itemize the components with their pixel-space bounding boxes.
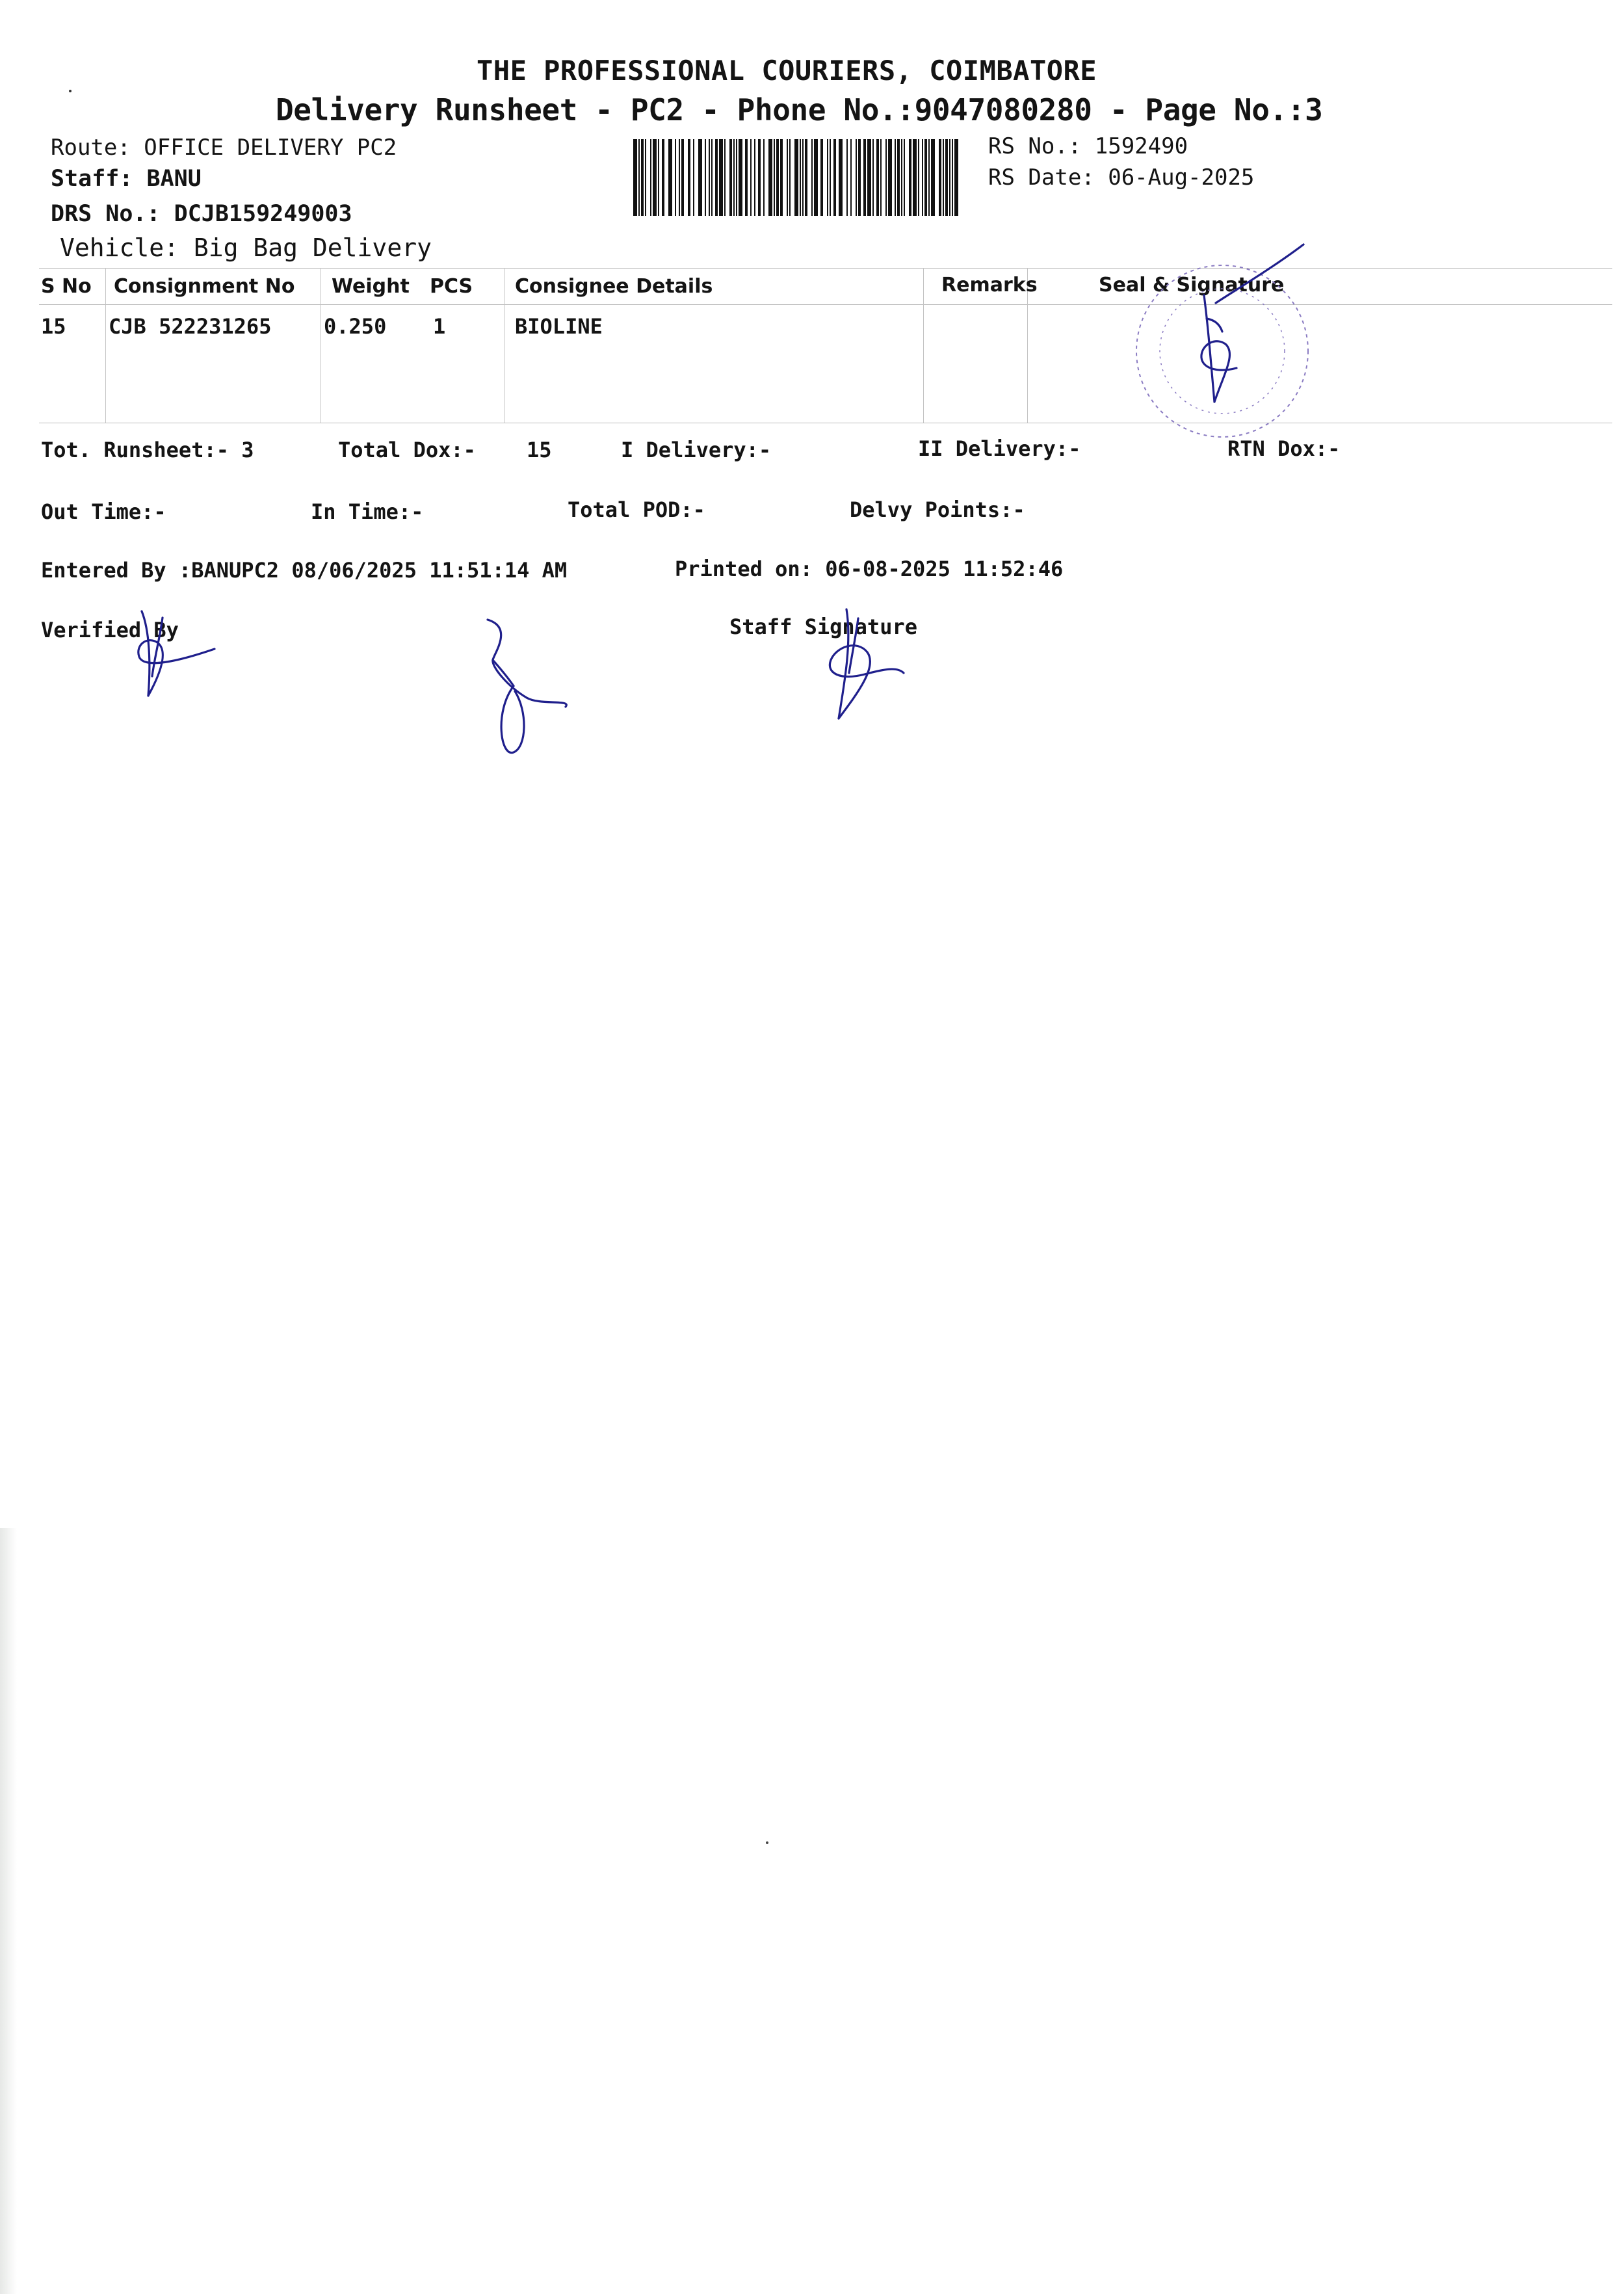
barcode-bar (802, 139, 804, 216)
barcode-bar (880, 139, 882, 216)
barcode-bar (645, 139, 646, 216)
barcode-bar (679, 139, 680, 216)
barcode-bar (943, 139, 944, 216)
barcode-bar (794, 139, 798, 216)
table-top-rule (39, 268, 1612, 269)
scan-edge-shadow (0, 1528, 17, 2294)
rs-number: RS No.: 1592490 (988, 133, 1188, 159)
barcode-bar (789, 139, 791, 216)
table-header-rule (39, 304, 1612, 305)
barcode-bar (897, 139, 900, 216)
barcode-bar (758, 139, 761, 216)
barcode-bar (924, 139, 927, 216)
i-delivery: I Delivery:- (621, 438, 772, 462)
col-divider (923, 268, 924, 423)
cell-weight: 0.250 (324, 314, 387, 339)
cell-consignment-no: CJB 522231265 (109, 314, 272, 339)
verified-by-signature (117, 605, 228, 709)
rs-date: RS Date: 06-Aug-2025 (988, 165, 1255, 191)
barcode-bar (733, 139, 735, 216)
barcode-bar (952, 139, 953, 216)
total-pod: Total POD:- (568, 497, 705, 522)
barcode-bar (872, 139, 874, 216)
barcode-bar (662, 139, 664, 216)
barcode-bar (846, 139, 848, 216)
company-title: THE PROFESSIONAL COURIERS, COIMBATORE (477, 55, 1097, 86)
barcode-bar (918, 139, 919, 216)
barcode-bar (693, 139, 694, 216)
barcode-bar (711, 139, 713, 216)
scan-speck (766, 1841, 768, 1844)
barcode-bar (776, 139, 779, 216)
barcode-bar (876, 139, 879, 216)
barcode-bar (901, 139, 902, 216)
seal-signature (1164, 241, 1320, 416)
barcode-bar (805, 139, 807, 216)
staff-signature-label: Staff Signature (729, 614, 917, 639)
barcode-bar (787, 139, 788, 216)
staff-label: Staff: BANU (51, 166, 202, 192)
barcode-bar (729, 139, 732, 216)
col-header-seal-signature: Seal & Signature (1099, 274, 1285, 297)
barcode-bar (681, 139, 684, 216)
runsheet-title: Delivery Runsheet - PC2 - Phone No.:9047080280 - Page No.:3 (276, 92, 1323, 127)
barcode-bar (928, 139, 930, 216)
barcode-bar (715, 139, 718, 216)
barcode-bar (688, 139, 690, 216)
total-dox-value: 15 (527, 438, 552, 462)
delvy-points: Delvy Points:- (850, 497, 1025, 522)
barcode-bar (827, 139, 828, 216)
barcode-bar (641, 139, 644, 216)
barcode-bar (675, 139, 676, 216)
staff-signature (800, 601, 917, 725)
barcode-bar (633, 139, 637, 216)
printed-on: Printed on: 06-08-2025 11:52:46 (675, 557, 1064, 581)
barcode-bar (668, 139, 672, 216)
barcode-bar (939, 139, 941, 216)
barcode-bar (954, 139, 958, 216)
barcode-bar (650, 139, 651, 216)
barcode-bar (763, 139, 765, 216)
barcode-bar (638, 139, 640, 216)
col-header-sno: S No (41, 275, 92, 298)
barcode-bar (858, 139, 861, 216)
barcode-bar (945, 139, 948, 216)
out-time: Out Time:- (41, 499, 166, 524)
barcode-bar (705, 139, 706, 216)
col-header-pcs: PCS (430, 275, 473, 298)
col-header-consignee: Consignee Details (515, 275, 713, 298)
entered-by: Entered By :BANUPC2 08/06/2025 11:51:14 AM (41, 558, 568, 583)
barcode-bar (780, 139, 783, 216)
barcode-bar (698, 139, 702, 216)
barcode-bar (922, 139, 923, 216)
barcode-bar (739, 139, 742, 216)
barcode-bar (904, 139, 905, 216)
barcode-bar (913, 139, 917, 216)
col-header-weight: Weight (332, 275, 410, 298)
verified-by-label: Verified By (41, 618, 179, 642)
barcode-bar (736, 139, 737, 216)
in-time: In Time:- (311, 499, 424, 524)
route-label: Route: OFFICE DELIVERY PC2 (51, 135, 397, 161)
barcode-bar (830, 139, 831, 216)
barcode-bar (719, 139, 723, 216)
barcode-bar (800, 139, 801, 216)
barcode-bar (745, 139, 748, 216)
barcode-bar (867, 139, 871, 216)
barcode-bar (724, 139, 726, 216)
barcode-bar (863, 139, 866, 216)
col-divider (105, 268, 106, 423)
barcode-bar (754, 139, 755, 216)
barcode-bar (885, 139, 887, 216)
scan-speck (69, 90, 72, 92)
cell-pcs: 1 (433, 314, 446, 339)
barcode-bar (839, 139, 843, 216)
drs-number: DRS No.: DCJB159249003 (51, 201, 352, 227)
barcode-bar (833, 139, 836, 216)
barcode-bar (820, 139, 823, 216)
barcode-bar (856, 139, 857, 216)
vehicle-label: Vehicle: Big Bag Delivery (60, 233, 432, 262)
cell-sno: 15 (41, 314, 66, 339)
barcode-bar (658, 139, 659, 216)
barcode-bar (653, 139, 657, 216)
cell-consignee: BIOLINE (515, 314, 603, 339)
col-header-remarks: Remarks (941, 274, 1038, 297)
barcode-bar (811, 139, 813, 216)
rtn-dox: RTN Dox:- (1227, 436, 1341, 461)
barcode-bar (909, 139, 911, 216)
total-dox-label: Total Dox:- (338, 438, 476, 462)
col-header-consignment: Consignment No (114, 275, 295, 298)
tot-runsheet: Tot. Runsheet:- 3 (41, 438, 254, 462)
barcode-bar (888, 139, 892, 216)
middle-signature (468, 614, 579, 764)
barcode-bar (750, 139, 752, 216)
barcode-bar (709, 139, 710, 216)
barcode-bar (850, 139, 852, 216)
barcode-bar (814, 139, 818, 216)
barcode-bar (895, 139, 896, 216)
barcode-bar (774, 139, 775, 216)
barcode-bar (949, 139, 950, 216)
barcode-image (633, 139, 962, 216)
barcode-bar (931, 139, 935, 216)
ii-delivery: II Delivery:- (918, 436, 1081, 461)
barcode-bar (768, 139, 772, 216)
